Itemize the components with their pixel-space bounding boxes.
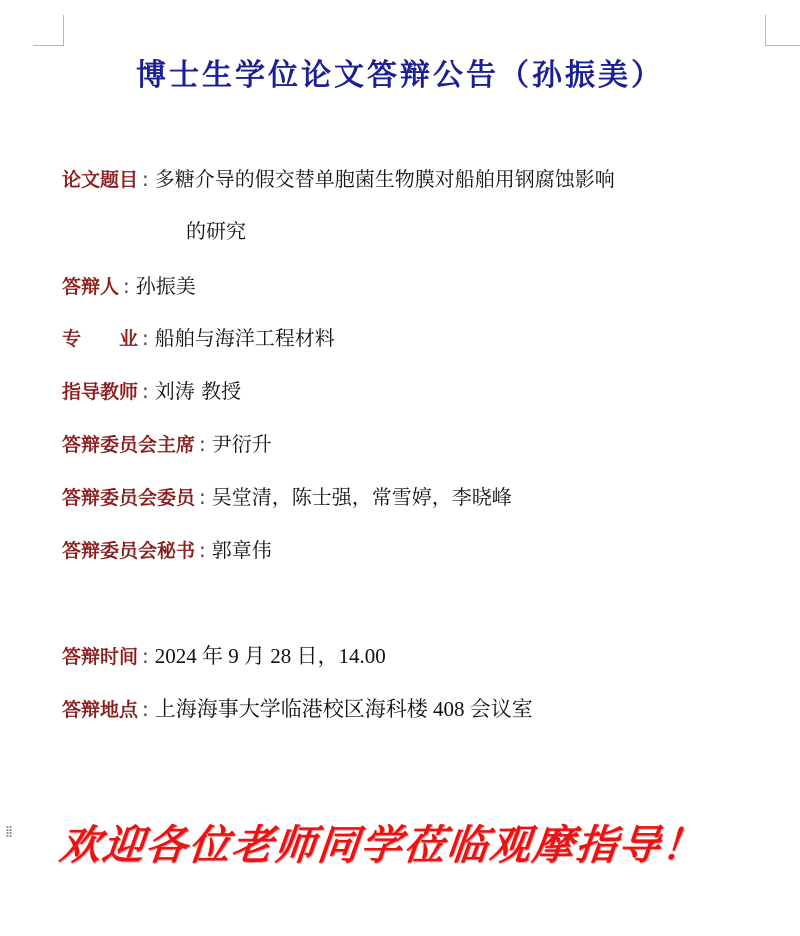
- field-value: 船舶与海洋工程材料: [154, 326, 335, 350]
- page-corner-mark-top-left: [33, 15, 64, 46]
- welcome-banner: 欢迎各位老师同学莅临观摩指导！: [57, 821, 708, 869]
- field-value: 2024 年 9 月 28 日，14.00: [154, 644, 386, 668]
- field-committee-secretary: [62, 534, 272, 563]
- field-defense-time: [62, 640, 386, 670]
- field-committee-chair: [62, 428, 272, 457]
- field-separator: :: [142, 379, 149, 403]
- field-value: 刘涛 教授: [154, 379, 242, 403]
- field-label: 专 业: [62, 328, 139, 350]
- field-label: 答辩委员会秘书: [62, 540, 196, 562]
- field-separator: :: [142, 167, 149, 191]
- field-separator: :: [142, 697, 149, 721]
- field-separator: :: [123, 274, 130, 298]
- field-separator: :: [199, 485, 206, 509]
- field-label: 答辩委员会委员: [62, 487, 196, 509]
- field-separator: :: [142, 644, 149, 668]
- field-value: 上海海事大学临港校区海科楼 408 会议室: [154, 697, 533, 721]
- drag-handle-icon[interactable]: ⁞⁞: [5, 822, 12, 841]
- page-corner-mark-top-right: [765, 15, 800, 46]
- field-value: 吴堂清，陈士强，常雪婷，李晓峰: [211, 485, 512, 509]
- field-defender: [62, 270, 196, 299]
- field-separator: :: [199, 538, 206, 562]
- field-major: [62, 322, 335, 351]
- field-defense-location: [62, 693, 533, 723]
- field-separator: :: [142, 326, 149, 350]
- field-advisor: [62, 375, 241, 404]
- field-value: 多糖介导的假交替单胞菌生物膜对船舶用钢腐蚀影响: [154, 167, 615, 191]
- field-value: 郭章伟: [211, 538, 272, 562]
- field-label: 论文题目: [62, 169, 139, 191]
- field-label: 答辩时间: [62, 646, 139, 668]
- field-thesis-title: [62, 163, 615, 192]
- field-thesis-title-continued: 的研究: [186, 219, 246, 243]
- field-value: 孙振美: [135, 274, 196, 298]
- field-separator: :: [199, 432, 206, 456]
- field-label: 答辩地点: [62, 699, 139, 721]
- field-label: 指导教师: [62, 381, 139, 403]
- field-committee-members: [62, 481, 512, 510]
- page-title: 博士生学位论文答辩公告（孙振美）: [136, 58, 664, 93]
- field-label: 答辩人: [62, 276, 120, 298]
- field-value: 尹衍升: [211, 432, 272, 456]
- field-label: 答辩委员会主席: [62, 434, 196, 456]
